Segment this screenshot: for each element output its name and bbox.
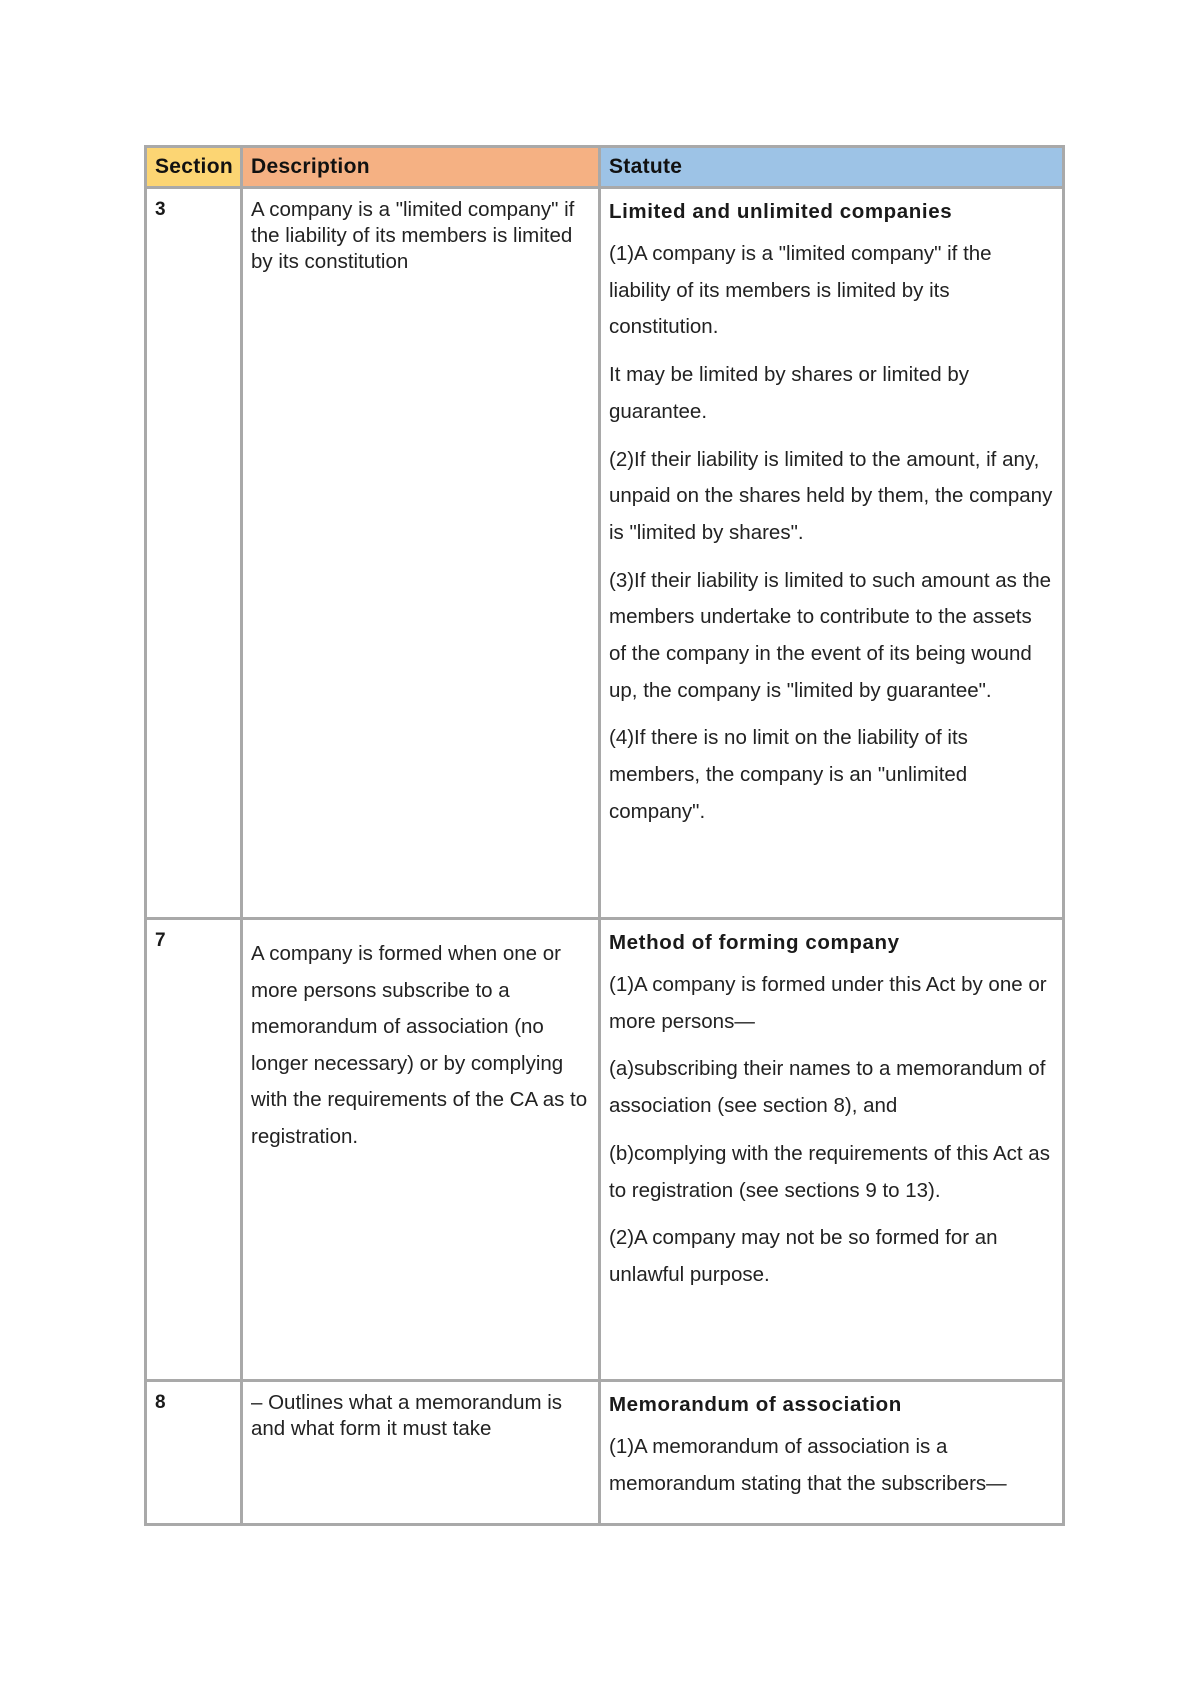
statute-paragraph: (4)If there is no limit on the liability of its members, the company is an "unlimited company". — [609, 726, 968, 823]
section-number: 7 — [155, 930, 166, 951]
table-row — [146, 1381, 1064, 1525]
statute-title: Method of forming company — [609, 931, 900, 954]
statute-title: Memorandum of association — [609, 1393, 902, 1416]
section-cell — [146, 919, 242, 1381]
section-number: 3 — [155, 199, 166, 220]
header-section: Section — [146, 147, 242, 188]
statute-paragraph: (1)A company is formed under this Act by one or more persons— — [609, 973, 1047, 1033]
statute-paragraph: (1)A memorandum of association is a memorandum stating that the subscribers— — [609, 1435, 1007, 1495]
statute-cell — [600, 1381, 1064, 1525]
statute-paragraph: (2)If their liability is limited to the amount, if any, unpaid on the shares held by them, the company is "limited by shares". — [609, 447, 1053, 544]
description-cell — [242, 188, 600, 919]
statute-title: Limited and unlimited companies — [609, 200, 953, 223]
statute-paragraph: (b)complying with the requirements of this Act as to registration (see sections 9 to 13). — [609, 1141, 1050, 1202]
statute-table — [144, 145, 1065, 1526]
header-statute: Statute — [600, 147, 1064, 188]
description-text: – Outlines what a memorandum is and what form it must take — [251, 1391, 563, 1440]
description-text: A company is a "limited company" if the liability of its members is limited by its constitution — [251, 198, 575, 273]
header-row — [146, 147, 1064, 188]
statute-paragraph: It may be limited by shares or limited by guarantee. — [609, 363, 970, 423]
statute-cell — [600, 188, 1064, 919]
table-row — [146, 188, 1064, 919]
statute-paragraph: (a)subscribing their names to a memorandum of association (see section 8), and — [609, 1057, 1046, 1118]
table-row — [146, 919, 1064, 1381]
description-text: A company is formed when one or more persons subscribe to a memorandum of association (no longer necessary) or by complying with the requirements of the CA as to registration. — [251, 942, 588, 1148]
statute-paragraph: (2)A company may not be so formed for an unlawful purpose. — [609, 1226, 998, 1286]
description-cell — [242, 919, 600, 1381]
section-cell — [146, 188, 242, 919]
statute-paragraph: (1)A company is a "limited company" if the liability of its members is limited by its constitution. — [609, 242, 992, 339]
statute-paragraph: (3)If their liability is limited to such amount as the members undertake to contribute to the assets of the company in the event of its being wound up, the company is "limited by guarantee". — [609, 568, 1052, 702]
statute-cell — [600, 919, 1064, 1381]
section-number: 8 — [155, 1392, 166, 1413]
header-description: Description — [242, 147, 600, 188]
section-cell — [146, 1381, 242, 1525]
description-cell — [242, 1381, 600, 1525]
